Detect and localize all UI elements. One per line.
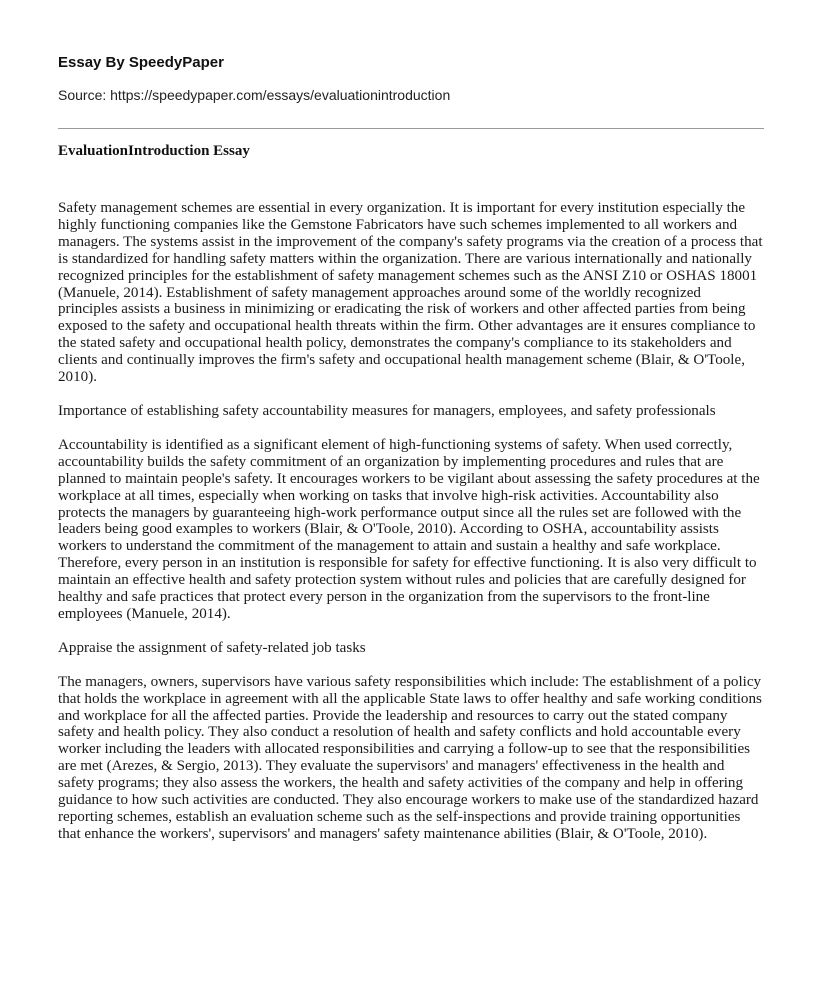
document-header-title: Essay By SpeedyPaper — [58, 54, 224, 71]
source-label: Source: — [58, 87, 107, 103]
intro-paragraph: Safety management schemes are essential in every organization. It is important for every institution especially the highly functioning companies like the Gemstone Fabricators have such schemes implemented to all workers and managers. The systems assist in the improvement of the company's safety programs via the creation of a process that is standardized for handling safety matters within the organization. There are various internationally and nationally recognized principles for the establishment of safety management schemes such as the ANSI Z10 or OSHAS 18001 (Manuele, 2014). Establishment of safety management approaches around some of the worldly recognized principles assists a business in minimizing or eradicating the risk of workers and other affected parties from being exposed to the safety and occupational health threats within the firm. Other advantages are it ensures compliance to the stated safety and occupational health policy, demonstrates the company's compliance to its stakeholders and clients and continually improves the firm's safety and occupational health management scheme (Blair, & O'Toole, 2010). — [58, 200, 763, 386]
essay-title: EvaluationIntroduction Essay — [58, 143, 250, 159]
source-line — [58, 87, 450, 103]
section-heading-job-tasks: Appraise the assignment of safety-related job tasks — [58, 639, 366, 656]
source-url: https://speedypaper.com/essays/evaluationintroduction — [110, 87, 451, 103]
section-heading-accountability: Importance of establishing safety accountability measures for managers, employees, and safety professionals — [58, 402, 716, 419]
header-divider — [58, 128, 764, 129]
accountability-paragraph: Accountability is identified as a significant element of high-functioning systems of safety. When used correctly, accountability builds the safety commitment of an organization by implementing procedures and rules that are planned to maintain people's safety. It encourages workers to be vigilant about assessing the safety procedures at the workplace at all times, especially when working on tasks that involve high-risk activities. Accountability also protects the managers by guaranteeing high-work performance output since all the rules set are followed with the leaders being good examples to workers (Blair, & O'Toole, 2010). According to OSHA, accountability assists workers to understand the commitment of the management to attain and sustain a healthy and safe workplace. Therefore, every person in an institution is responsible for safety for effective functioning. It is also very difficult to maintain an effective health and safety protection system without rules and policies that are carefully designed for healthy and safe practices that protect every person in the organization from the supervisors to the front-line employees (Manuele, 2014). — [58, 436, 760, 622]
job-tasks-paragraph: The managers, owners, supervisors have various safety responsibilities which include: The establishment of a policy that holds the workplace in agreement with all the applicable State laws to offer healthy and safe working conditions and workplace for all the affected parties. Provide the leadership and resources to carry out the stated company safety and health policy. They also conduct a resolution of health and safety conflicts and hold accountable every worker including the leaders with allocated responsibilities and carrying a follow-up to see that the responsibilities are met (Arezes, & Sergio, 2013). They evaluate the supervisors' and managers' effectiveness in the health and safety programs; they also assess the workers, the health and safety activities of the company and help in offering guidance to how such activities are conducted. They also encourage workers to make use of the standardized hazard reporting schemes, establish an evaluation scheme such as the self-inspections and provide training opportunities that enhance the workers', supervisors' and managers' safety maintenance abilities (Blair, & O'Toole, 2010). — [58, 673, 762, 842]
essay-body — [58, 200, 764, 860]
